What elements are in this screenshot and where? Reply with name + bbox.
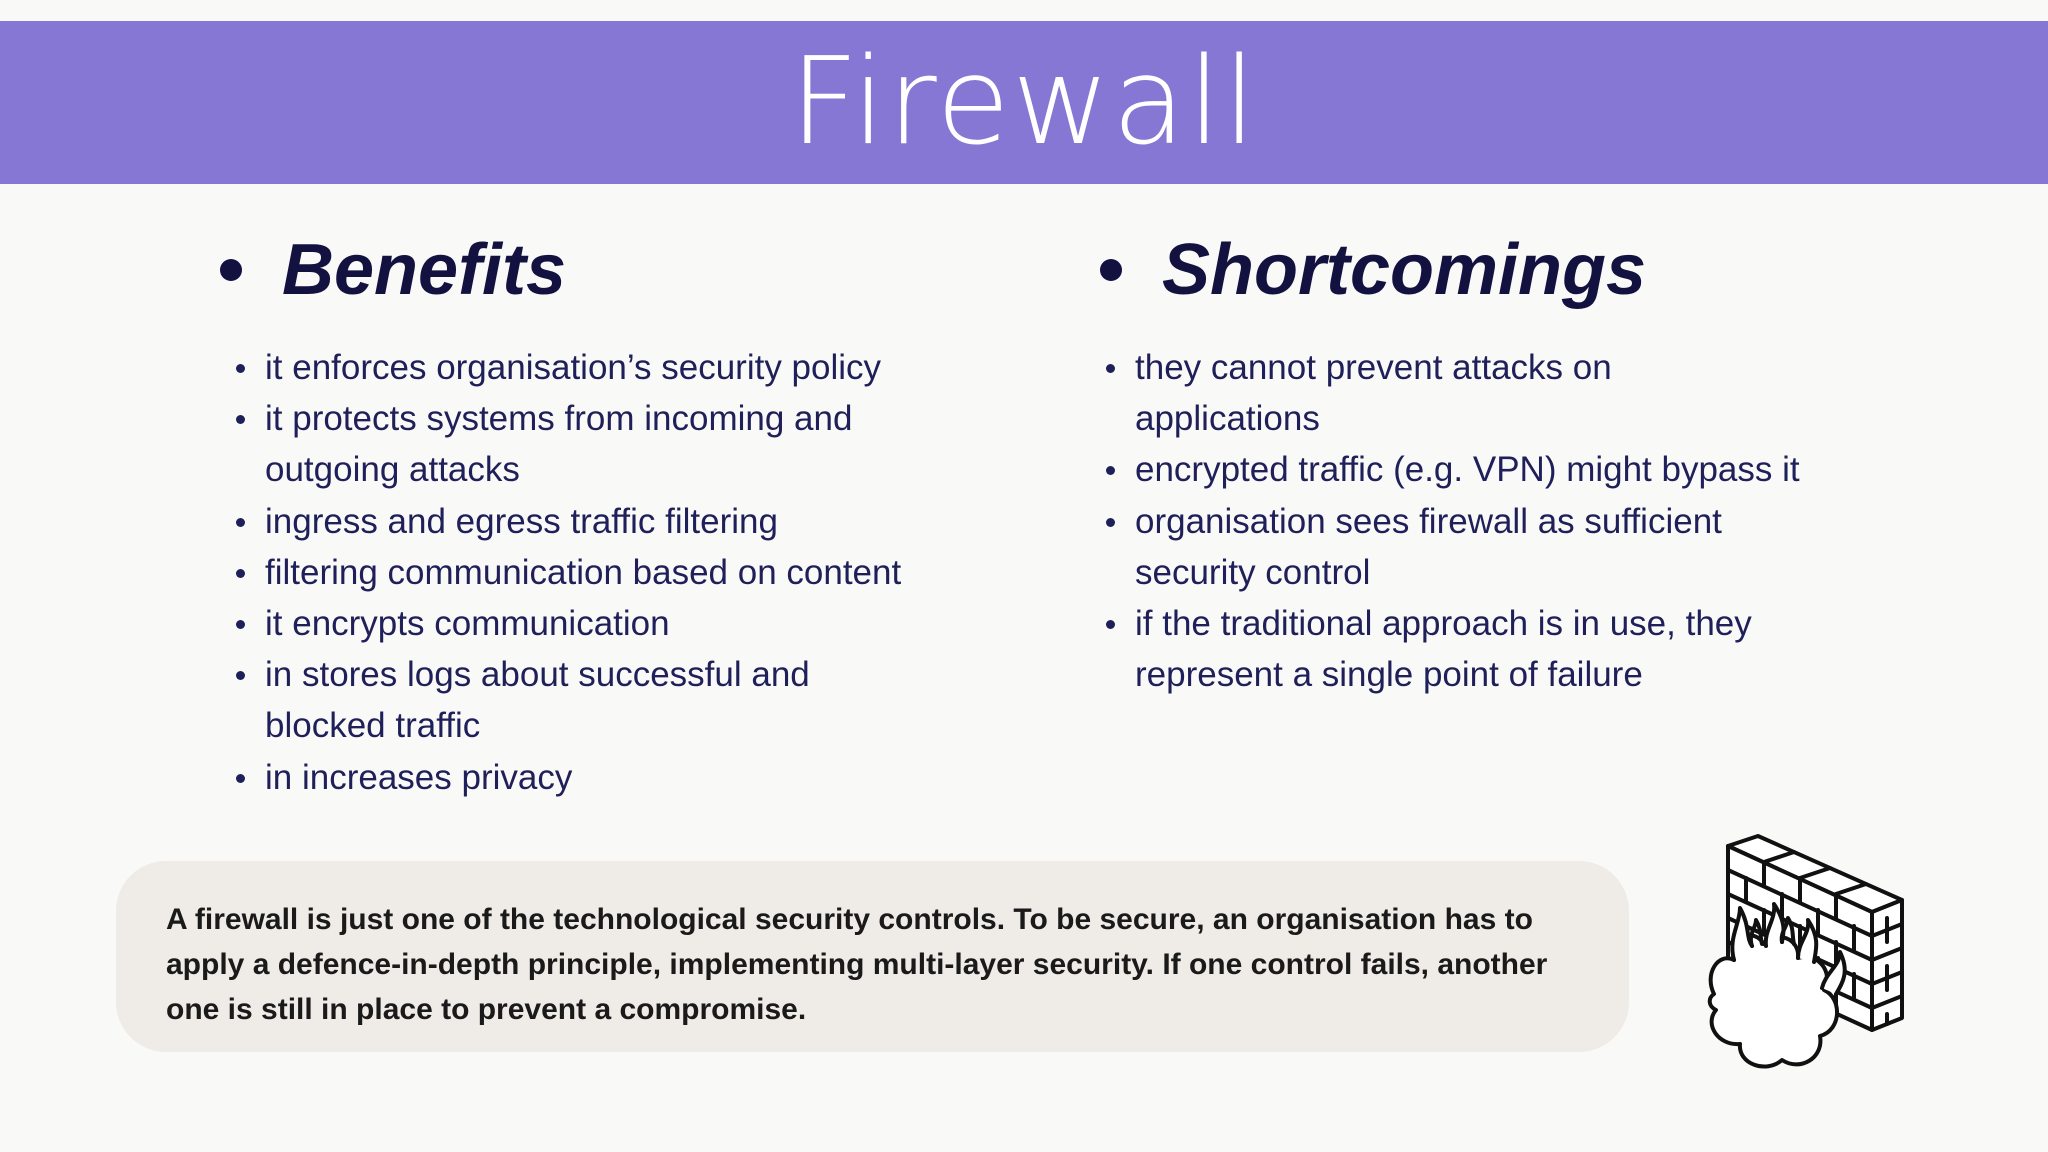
callout-text: A firewall is just one of the technological security controls. To be secure, an organisation has to apply a defence-in-depth principle, implementing multi-layer security. If one control fails, another one is still in place to prevent a compromise.	[166, 903, 1548, 1026]
callout-box	[116, 861, 1629, 1052]
list-bullet	[1106, 364, 1115, 373]
benefits-heading	[214, 222, 994, 318]
benefit-item: filtering communication based on content	[214, 547, 1025, 598]
benefit-item: it enforces organisation’s security policy	[214, 342, 985, 393]
title-bar	[0, 21, 2048, 184]
list-bullet	[236, 671, 245, 680]
shortcomings-column	[1094, 222, 1894, 700]
heading-bullet	[220, 259, 242, 281]
heading-bullet	[1100, 259, 1122, 281]
list-bullet	[1106, 466, 1115, 475]
list-bullet	[1106, 620, 1115, 629]
benefit-item: ingress and egress traffic filtering	[214, 496, 985, 547]
benefits-heading-text: Benefits	[282, 230, 567, 310]
brick-wall-with-fire-icon	[1700, 834, 1910, 1078]
benefit-item: in increases privacy	[214, 752, 985, 803]
benefits-list	[214, 342, 994, 803]
shortcoming-item: they cannot prevent attacks on applications	[1084, 342, 1705, 444]
list-bullet	[236, 774, 245, 783]
list-bullet	[236, 364, 245, 373]
shortcomings-list	[1084, 342, 1894, 700]
shortcomings-heading	[1094, 222, 1894, 318]
benefit-item: in stores logs about successful and blocked traffic	[214, 649, 925, 751]
shortcomings-heading-text: Shortcomings	[1162, 230, 1647, 310]
benefits-column	[214, 222, 994, 803]
list-bullet	[1106, 518, 1115, 527]
shortcoming-item: organisation sees firewall as sufficient security control	[1084, 496, 1815, 598]
list-bullet	[236, 569, 245, 578]
benefit-item: it protects systems from incoming and outgoing attacks	[214, 393, 965, 495]
shortcoming-item: if the traditional approach is in use, they represent a single point of failure	[1084, 598, 1835, 700]
benefit-item: it encrypts communication	[214, 598, 985, 649]
shortcoming-item: encrypted traffic (e.g. VPN) might bypass it	[1084, 444, 1855, 495]
list-bullet	[236, 518, 245, 527]
list-bullet	[236, 620, 245, 629]
list-bullet	[236, 415, 245, 424]
slide-title: Firewall	[789, 32, 1259, 172]
